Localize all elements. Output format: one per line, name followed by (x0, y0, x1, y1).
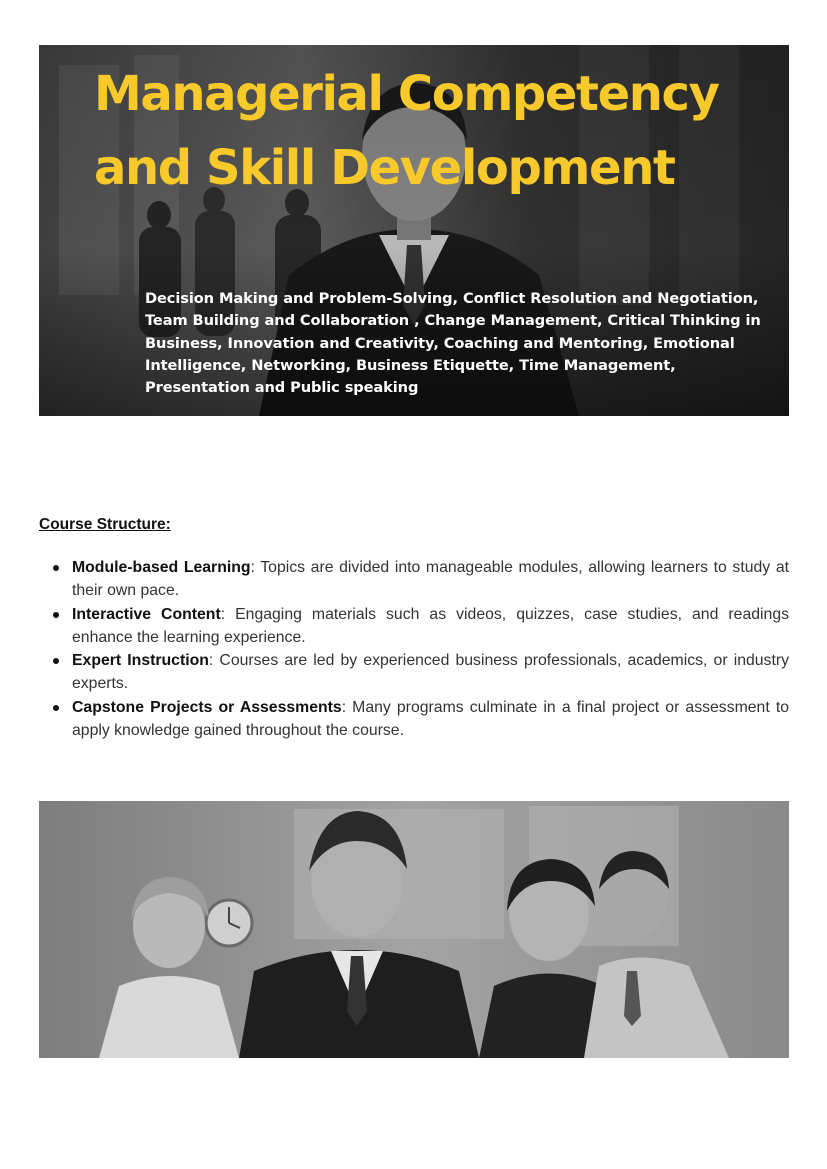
list-item (72, 603, 789, 650)
hero-banner (39, 45, 789, 416)
team-photo (39, 801, 789, 1058)
list-item-text: : Many programs culminate in a final project or assessment to apply knowledge gained throughout the course. (72, 698, 789, 740)
course-structure-list (72, 556, 789, 742)
list-item-text: : Topics are divided into manageable modules, allowing learners to study at their own pace. (72, 559, 789, 600)
list-item (72, 556, 789, 603)
list-item-term: Capstone Projects or Assessments (72, 698, 342, 716)
topics-summary: Decision Making and Problem-Solving, Conflict Resolution and Negotiation, Team Building and Collaboration , Change Management, Critical Thinking in Business, Innovation and Creativity, Coaching and Mentoring, Emotional Intelligence, Networking, Business Etiquette, Time Management, Presentation and Public speaking (145, 290, 761, 397)
business-team-image (39, 801, 789, 1058)
page-title: Managerial Competency and Skill Development (94, 66, 719, 196)
list-item-text: : Engaging materials such as videos, quizzes, case studies, and readings enhance the learning experience. (72, 605, 790, 646)
list-item-term: Module-based Learning (72, 559, 251, 576)
course-structure-heading: Course Structure: (39, 516, 171, 533)
list-item (72, 649, 789, 696)
list-item-text: : Courses are led by experienced business professionals, academics, or industry experts. (72, 652, 790, 693)
list-item-term: Expert Instruction (72, 652, 209, 670)
list-item (72, 696, 789, 743)
list-item-term: Interactive Content (72, 605, 221, 623)
